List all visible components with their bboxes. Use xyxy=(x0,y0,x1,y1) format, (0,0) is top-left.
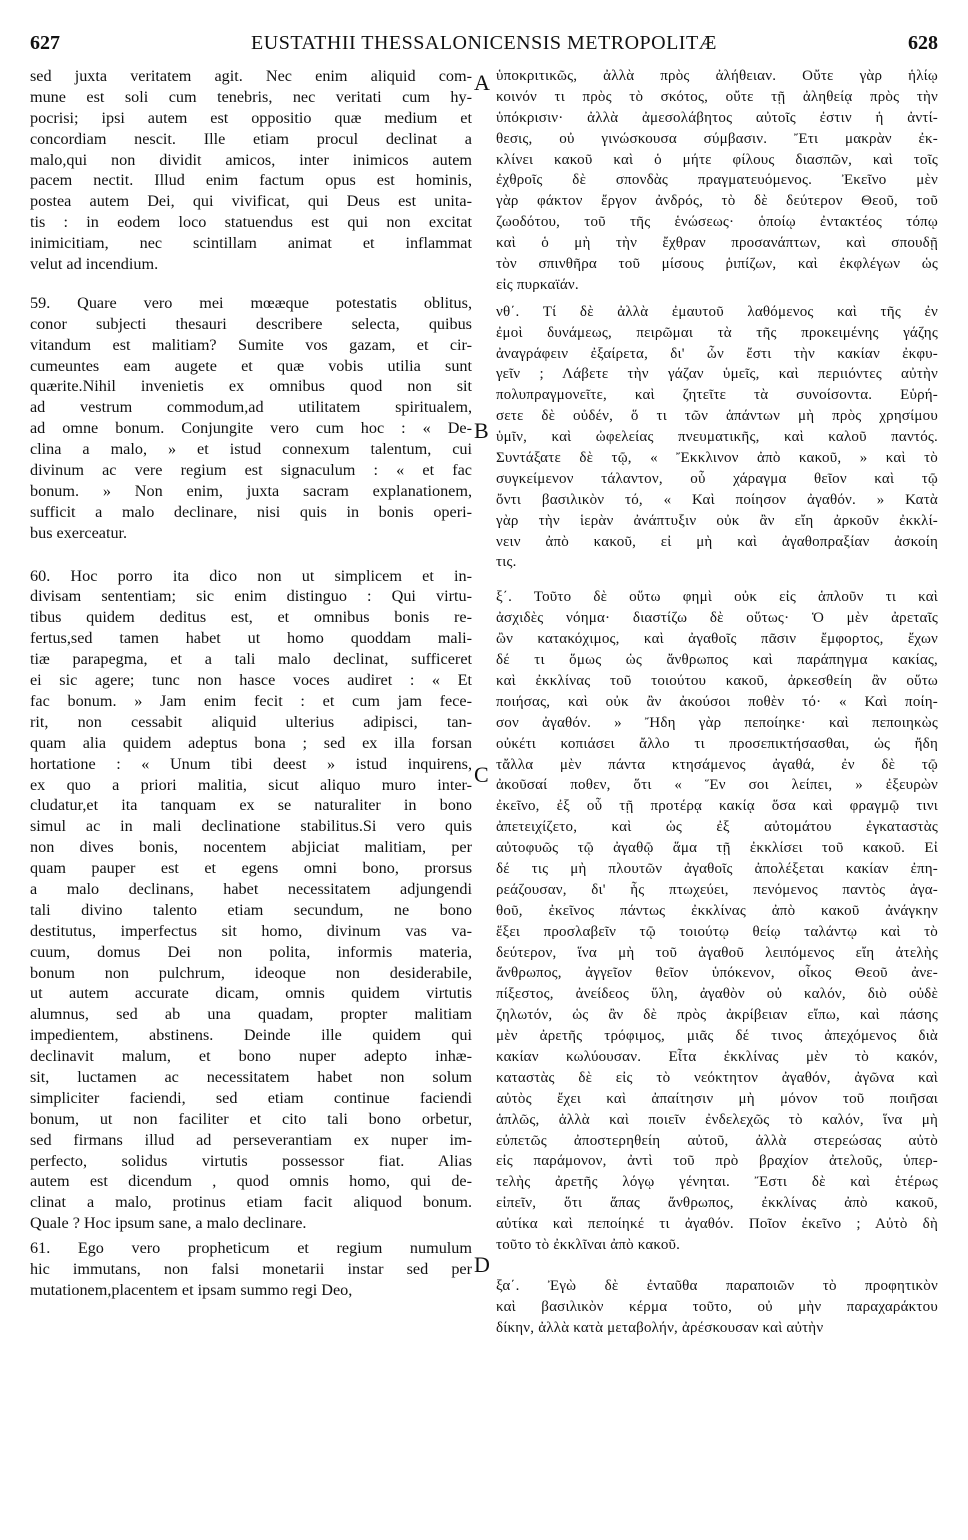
text-line: ὑμῖν, καὶ ὠφελείας πνευματικῆς, καὶ καλοῦ παντός. xyxy=(496,429,938,446)
text-line: ut autem accurate dicam, omnis quidem virtutis xyxy=(30,984,472,1003)
text-line: εἰς πυρκαϊάν. xyxy=(496,276,579,293)
text-line: πολυπραγμονεῖτε, καὶ ζητεῖτε τὰ συνοίσοντα. Εὑρή- xyxy=(496,387,938,404)
text-line: fertus,sed tamen habet ut homo quoddam mali- xyxy=(30,629,472,648)
text-line: inimicitiam, nec scintillam animat et inflammat xyxy=(30,234,472,253)
text-line: sed firmans illud ad perseverantiam ex nuper im- xyxy=(30,1130,472,1149)
text-line: ἀναγράφειν ἐξαίρετα, δι' ὧν ἔστι τὴν κακίαν ἐκφυ- xyxy=(496,345,938,362)
text-line: tiæ parapegma, et a tali malo declinat, sufficeret xyxy=(30,650,472,669)
text-line: pacem nectit. Illud enim factum opus est hominis, xyxy=(30,171,472,190)
text-line: εἰς παράμονον, ἀντὶ τοῦ πρὸ βραχίον ἀτελοῦς, ὑπερ- xyxy=(496,1153,938,1170)
paragraph xyxy=(30,293,472,544)
paragraph xyxy=(30,1238,472,1301)
text-line: divinum ac vere regium est signaculum : « et fac xyxy=(30,461,472,480)
text-line: οὐκέτι κοπιάσει ἄλλο τι προσεπικτήσασθαι, ὡς ἤδη xyxy=(496,735,938,752)
text-line: 59. Quare vero mei mœæque potestatis oblitus, xyxy=(30,293,472,312)
paragraph-gap xyxy=(30,275,472,293)
margin-letter-c: C xyxy=(474,762,489,787)
text-line: δεύτερον, ἵνα μὴ τοῦ ἀγαθοῦ λειπόμενος εἴη ἀτελὴς xyxy=(496,944,938,961)
text-line: γεῖν ; Λάβετε τὴν γάζαν ὑμεῖς, καὶ περιιόντες αὐτὴν xyxy=(496,366,938,383)
text-line: κοινόν τι πρὸς τὸ σκότος, οὔτε τῇ ἀληθείᾳ πρὸς τὴν xyxy=(496,88,938,105)
text-line: ποιήσας, καὶ οὐκ ἂν ἀκούσοι ποθὲν τό· « Καὶ ποίη- xyxy=(496,693,938,710)
text-line: destitutus, imperfectus sit homo, divinum vas va- xyxy=(30,921,472,940)
text-line: καταστὰς δὲ εἰς τὸ νεόκτητον ἀγαθόν, ἀγῶνα καὶ xyxy=(496,1069,938,1086)
text-line: quam pauper est et egens omni bono, prorsus xyxy=(30,859,472,878)
text-line: ρεάζουσαν, δι' ἧς πτωχεύει, πενόμενος παντὸς ἀγα- xyxy=(496,881,938,898)
text-line: sufficit a malo declinare, nisi quis in bonis operi- xyxy=(30,502,472,521)
text-line: καὶ βασιλικὸν κέρμα τοῦτο, οὐ μὴν παραχαράκτου xyxy=(496,1298,938,1315)
text-line: κακίαν κωλύουσαν. Εἶτα ἐκκλίνας μὲν τὸ κακόν, xyxy=(496,1048,938,1065)
text-line: bonum. » Non enim, juxta sacram explanationem, xyxy=(30,481,472,500)
text-line: θεσις, οὐ γινώσκουσα σύμβασιν. Ἔτι μακρὰν ἐκ- xyxy=(496,130,938,147)
text-line: τἄλλα μὲν πάντα κτησάμενος ἀγαθά, ἐν δὲ τῷ xyxy=(496,756,938,773)
text-line: αὐτοφυῶς τῷ ἀγαθῷ ἅμα τῇ ἐκκλίσει τοῦ κακοῦ. Εἰ xyxy=(496,840,938,857)
text-line: σον ἀγαθόν. » Ἤδη γὰρ πεποίηκε· καὶ πεποιηκὼς xyxy=(496,714,938,731)
text-line: sed juxta veritatem agit. Nec enim aliquid com- xyxy=(30,67,472,85)
text-line: non dives bonis, nocentem abjiciat malitiam, per xyxy=(30,838,472,857)
text-line: μὲν ἀρετῆς τρόφιμος, μιᾶς δέ τινος ἀπεχόμενος διὰ xyxy=(496,1028,938,1045)
running-title: EUSTATHII THESSALONICENSIS METROPOLITÆ xyxy=(251,32,717,54)
text-line: νθ΄. Τί δὲ ἀλλὰ ἐμαυτοῦ λαθόμενος καὶ τῆς ἐν xyxy=(496,303,938,320)
text-line: ξ΄. Τοῦτο δὲ οὕτω φημὶ οὐκ εἰς ἁπλοῦν τι καὶ xyxy=(496,589,938,606)
text-line: τοῦτο τὸ ἐκκλῖναι ἀπὸ κακοῦ. xyxy=(496,1236,681,1253)
text-line: ad vestrum commodum,ad utilitatem spiritualem, xyxy=(30,398,472,417)
text-line: divisam sententiam; sic enim distinguo : Qui virtu- xyxy=(30,587,472,606)
text-line: εὐπετῶς ἀποστερηθείη αὐτοῦ, ἀλλὰ στερεώσας αὐτὸ xyxy=(496,1132,938,1149)
text-line: ἕξει προσλαβεῖν τῷ τοιούτῳ θείῳ ταλάντῳ καὶ τὸ xyxy=(496,923,938,940)
text-line: sit, luctamen ac necessitatem habet non solum xyxy=(30,1067,472,1086)
text-line: hortatione : « Unum tibi deest » istud inquirens, xyxy=(30,754,472,773)
text-line: καὶ ἐκκλίνας τοῦ τοιούτου κακοῦ, ἀρκεσθείη ἂν οὕτω xyxy=(496,672,938,689)
text-line: 61. Ego vero propheticum et regium numulum xyxy=(30,1239,472,1258)
paragraph xyxy=(30,566,472,1235)
text-line: καὶ ὁ μὴ τὴν ἔχθραν προσανάπτων, καὶ σπουδῇ xyxy=(496,235,938,252)
text-line: σετε δὲ οὐδέν, ὅ τι τῶν ἁπάντων μὴ πρὸς χρησίμου xyxy=(496,408,938,425)
paragraph xyxy=(496,66,938,296)
text-line: fac bonum. » Jam enim fecit : et cum jam fece- xyxy=(30,691,472,710)
text-line: πίξεστος, ἀνείδεος ὕλη, ἀγαθὸν οὐ καλόν, διὸ οὐδὲ xyxy=(496,986,938,1003)
latin-column xyxy=(30,66,472,1301)
page-number-right: 628 xyxy=(908,32,938,54)
text-line: bus exerceatur. xyxy=(30,523,128,542)
text-line: mutationem,placentem et ipsam summo regi Deo, xyxy=(30,1280,353,1299)
text-line: quam alia quidem adeptus bona ; sed ex illa forsan xyxy=(30,733,472,752)
text-line: clina a malo, » et istud connexum talentum, cui xyxy=(30,440,472,459)
text-line: ὑποκριτικῶς, ἀλλὰ πρὸς ἀλήθειαν. Οὔτε γὰρ ἡλίῳ xyxy=(496,68,938,84)
text-line: ἁπλῶς, ἀλλὰ καὶ ποιεῖν ἐνδελεχῶς τὸ καλόν, ἵνα μὴ xyxy=(496,1111,938,1128)
text-line: τελὴς ἀρετῆς λόγῳ γένηται. Ἔστι δὲ καὶ ἑτέρως xyxy=(496,1174,938,1191)
page-header xyxy=(30,32,938,62)
text-line: bonum non pulchrum, ideoque non desiderabile, xyxy=(30,963,472,982)
text-line: ὄντι βασιλικὸν τό, « Καὶ ποίησον ἀγαθόν. » Κατὰ xyxy=(496,491,938,508)
text-line: εἰπεῖν, ὅτι ἅπας ἄνθρωπος, ἐκκλίνας ἀπὸ κακοῦ, xyxy=(496,1195,938,1212)
text-line: simul ac in mali declinatione stabilitus.Si vero quis xyxy=(30,817,472,836)
paragraph-gap xyxy=(30,544,472,566)
text-line: νειν ἀπὸ κακοῦ, εἰ μὴ καὶ ἀγαθοπραξίαν ἀσκοίη xyxy=(496,533,938,550)
text-line: ex quo a priori malitia, sicut aliquo muro inter- xyxy=(30,775,472,794)
text-line: pocrisi; ipsi autem est oppositio quæ medium et xyxy=(30,108,472,127)
margin-letter-b: B xyxy=(474,418,489,443)
text-line: cumeuntes eam augete et quæ vobis utilia sunt xyxy=(30,356,472,375)
text-line: rit, non cessabit aliquid ulterius adipisci, tan- xyxy=(30,712,472,731)
text-line: alumnus, sed ab una quadam, propter malitiam xyxy=(30,1005,472,1024)
text-line: cuum, domus Dei non polita, informis materia, xyxy=(30,942,472,961)
text-line: simpliciter faciendi, sed etiam continue faciendi xyxy=(30,1088,472,1107)
margin-letter-d: D xyxy=(474,1252,490,1277)
text-line: cludatur,et ita tanquam ex se naturaliter in bono xyxy=(30,796,472,815)
text-line: ἄνθρωπος, ἀγγεῖον θεῖον ὑπόκενον, οἶκος Θεοῦ ἀνε- xyxy=(496,965,938,982)
text-line: αὐτὸς ἔχει καὶ ἀπαίτησιν μὴ μόνον τοῦ ποιῆσαι xyxy=(496,1090,938,1107)
text-line: ad omne bonum. Conjungite vero cum hoc : « De- xyxy=(30,419,472,438)
text-line: ἀκοῦσαί ποθεν, ὅτι « Ἕν σοι λείπει, » ἐξευρὼν xyxy=(496,777,938,794)
text-line: δίκην, ἀλλὰ κατὰ μεταβολήν, ἀρέσκουσαν καὶ αὐτὴν xyxy=(496,1319,824,1336)
text-line: ζηλωτόν, ὡς ἂν δὲ πρὸς ἀκρίβειαν εἴπω, καὶ πάσης xyxy=(496,1007,938,1024)
text-line: κλίνει κακοῦ καὶ ὁ μήτε φίλους διασπῶν, καὶ τοῖς xyxy=(496,151,938,168)
text-line: declinavit malum, et bono nuper adepto inhæ- xyxy=(30,1047,472,1066)
text-line: a malo declinans, habet necessitatem adjungendi xyxy=(30,879,472,898)
margin-letter-a: A xyxy=(474,70,490,95)
text-line: ἀσχιδὲς νόημα· διαστίζω δὲ οὕτως· Ὁ μὲν ἀρεταῖς xyxy=(496,610,938,627)
text-line: tali divino talento etiam secundum, ne bono xyxy=(30,900,472,919)
paragraph xyxy=(496,1276,938,1339)
text-line: ξα΄. Ἐγὼ δὲ ἐνταῦθα παραποιῶν τὸ προφητικὸν xyxy=(496,1277,938,1294)
text-line: δέ τις μὴ πλουτῶν ἀγαθοῖς ἀπολέξεται κακίαν ἐπη- xyxy=(496,860,938,877)
text-line: 60. Hoc porro ita dico non ut simplicem et in- xyxy=(30,566,472,585)
text-line: ei sic agere; tunc non hasce voces audiret : « Et xyxy=(30,671,472,690)
text-line: quærite.Nihil invenietis ex omnibus quod non sit xyxy=(30,377,472,396)
paragraph xyxy=(496,587,938,1256)
paragraph xyxy=(496,302,938,574)
text-line: τις. xyxy=(496,554,517,571)
text-line: ἐχθροῖς δὲ σπονδὰς πραγματευόμενος. Ἐκεῖνο μὲν xyxy=(496,172,938,189)
text-line: bonum, ut non faciliter et cito tali bono orbetur, xyxy=(30,1109,472,1128)
text-line: clinat a malo, protinus etiam facit aliquod bonum. xyxy=(30,1193,472,1212)
text-line: vitandum est malitiam? Sumite vos gazam, et cir- xyxy=(30,335,472,354)
page-number-left: 627 xyxy=(30,32,60,54)
text-line: tibus quidem deditus est, et omnibus bonis re- xyxy=(30,608,472,627)
text-line: ἐκεῖνο, ἐξ οὗ τῇ προτέρᾳ κακίᾳ ὅσα καὶ φραγμῷ τινι xyxy=(496,798,938,815)
text-line: αὐτίκα καὶ πεποίηκέ τι ἀγαθόν. Ποῖον ἐκεῖνο ; Αὐτὸ δὴ xyxy=(496,1216,938,1233)
paragraph xyxy=(30,66,472,275)
paragraph-gap xyxy=(496,1256,938,1276)
text-line: ὑπόκρισιν· ἀλλὰ ἀμεσολάβητος αὐτοῖς ἐστιν ἡ ἀντί- xyxy=(496,109,938,126)
text-line: concordiam nescit. Ille etiam procul declinat a xyxy=(30,129,472,148)
text-line: perfecto, solidus virtutis possessor fiat. Alias xyxy=(30,1151,472,1170)
text-line: δέ τι ὅμως ὡς ἄνθρωπος καὶ παράπηγμα κακίας, xyxy=(496,652,938,669)
text-line: autem est dicendum , quod omnis homo, qui de- xyxy=(30,1172,472,1191)
paragraph-gap xyxy=(496,573,938,587)
greek-column xyxy=(496,66,938,1339)
text-line: hic immutans, non falsi monetarii instar sed per xyxy=(30,1259,472,1278)
text-line: ὢν κατακόχιμος, καὶ ἀγαθοῖς πᾶσιν ἔμφορτος, ἔχων xyxy=(496,631,938,648)
text-line: τὸν σπινθῆρα τοῦ μίσους ῥιπίζων, καὶ ἐκφλέγων ὡς xyxy=(496,256,938,273)
text-line: γὰρ φάκτον ἔργον ἀνδρός, τὸ δὲ δεύτερον Θεοῦ, τοῦ xyxy=(496,193,938,210)
text-line: conor subjecti thesauri describere selecta, quibus xyxy=(30,314,472,333)
text-line: Quale ? Hoc ipsum sane, a malo declinare. xyxy=(30,1214,307,1233)
text-line: mune est soli cum tenebris, nec veritati cum hy- xyxy=(30,87,472,106)
text-line: postea autem Dei, qui vivificat, qui Deus est unita- xyxy=(30,192,472,211)
text-line: ἐμοὶ δυνάμεως, πειρῶμαι τὰ τῆς προκειμένης γάζης xyxy=(496,324,938,341)
text-line: γὰρ τὴν ἱερὰν ἀνάπτυξιν οὐκ ἂν εἴη ἀρκοῦν ἐκκλί- xyxy=(496,512,938,529)
text-line: θοῦ, ἐκεῖνος πάντως ἐκκλίνας ἀπὸ κακοῦ ἀνάγκην xyxy=(496,902,938,919)
text-line: velut ad incendium. xyxy=(30,255,159,274)
text-line: tis : in eodem loco statuendus est qui non excitat xyxy=(30,213,472,232)
text-line: impedientem, abstinens. Deinde ille quidem qui xyxy=(30,1026,472,1045)
text-line: malo,qui non dividit amicos, inter inimicos autem xyxy=(30,150,472,169)
text-line: συγκείμενον τάλαντον, οὗ χάραγμα θεῖον καὶ τῷ xyxy=(496,470,938,487)
text-line: ζωοδότου, τοῦ τῆς ἑνώσεως· ὁποίῳ ἐντακτέος τόπῳ xyxy=(496,214,938,231)
text-line: ἀπετειχίζετο, καὶ ὡς ἐξ αὐτομάτου ἐγκαταστὰς xyxy=(496,819,938,836)
text-line: Συντάξατε δὲ τῷ, « Ἔκκλινον ἀπὸ κακοῦ, » καὶ τὸ xyxy=(496,450,938,467)
